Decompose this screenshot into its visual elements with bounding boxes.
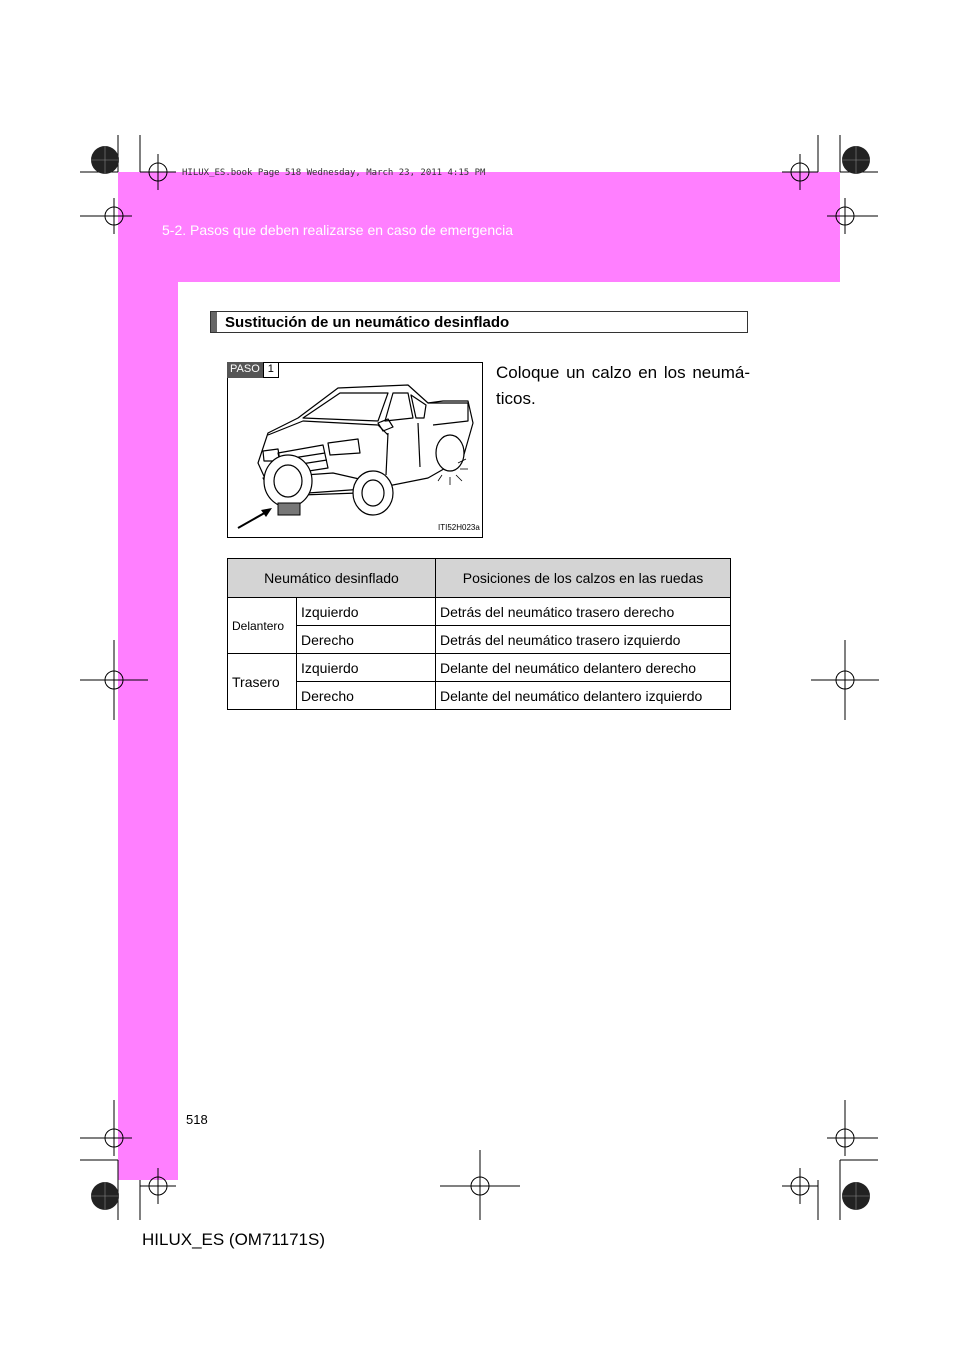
column-header-chock-positions: Posiciones de los calzos en las ruedas xyxy=(436,559,731,598)
chock-cell: Delante del neumático delantero derecho xyxy=(436,654,731,682)
table-row xyxy=(228,682,731,710)
table-row xyxy=(228,626,731,654)
side-cell: Izquierdo xyxy=(297,654,436,682)
chock-cell: Detrás del neumático trasero derecho xyxy=(436,598,731,626)
section-header: 5-2. Pasos que deben realizarse en caso de emergencia xyxy=(162,222,513,238)
step-instruction: Coloque un calzo en los neumá-ticos. xyxy=(496,363,750,408)
step-badge xyxy=(227,362,279,378)
truck-drawing xyxy=(228,363,483,538)
side-cell: Derecho xyxy=(297,682,436,710)
side-cell: Derecho xyxy=(297,626,436,654)
step-number: 1 xyxy=(263,362,279,378)
page-number: 518 xyxy=(186,1112,208,1127)
title-marker xyxy=(211,312,217,332)
side-cell: Izquierdo xyxy=(297,598,436,626)
section-title-text: Sustitución de un neumático desinflado xyxy=(225,314,510,331)
group-label: Trasero xyxy=(228,654,297,710)
table-row xyxy=(228,654,731,682)
chock-position-table xyxy=(227,558,731,710)
table-header-row xyxy=(228,559,731,598)
chock-cell: Delante del neumático delantero izquierdo xyxy=(436,682,731,710)
pickup-truck-illustration xyxy=(227,362,483,538)
column-header-flat-tire: Neumático desinflado xyxy=(228,559,436,598)
section-title xyxy=(210,311,748,333)
print-meta: HILUX_ES.book Page 518 Wednesday, March 23, 2011 4:15 PM xyxy=(182,168,486,178)
chock-cell: Detrás del neumático trasero izquierdo xyxy=(436,626,731,654)
figure-code: ITI52H023a xyxy=(438,523,480,532)
step-label: PASO xyxy=(227,362,263,378)
group-label: Delantero xyxy=(228,598,297,654)
table-row xyxy=(228,598,731,626)
footer-code: HILUX_ES (OM71171S) xyxy=(142,1230,325,1249)
